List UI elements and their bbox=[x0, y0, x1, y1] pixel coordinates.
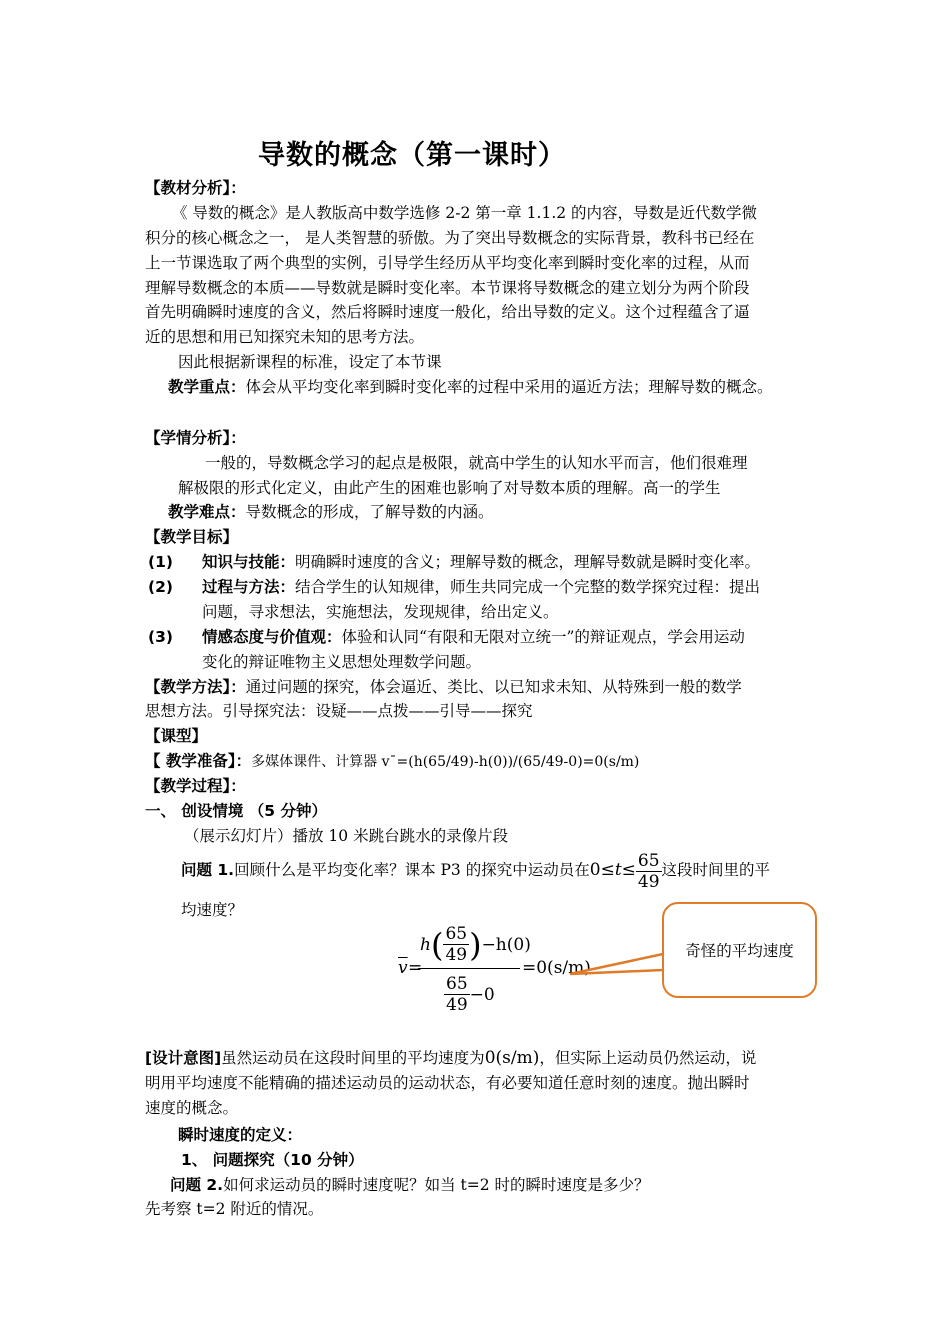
material-line-6: 近的思想和用已知探究未知的思考方法。 bbox=[145, 328, 425, 346]
goal-1-number: (1) bbox=[148, 553, 173, 571]
q1-text: 回顾什么是平均变化率？课本 P3 的探究中运动员在 bbox=[234, 861, 590, 879]
student-line-2: 解极限的形式化定义，由此产生的困难也影响了对导数本质的理解。高一的学生 bbox=[178, 479, 721, 497]
design-intent bbox=[145, 1046, 756, 1070]
question-1-line-2: 均速度？ bbox=[181, 901, 244, 919]
student-line-1: 一般的，导数概念学习的起点是极限，就高中学生的认知水平而言，他们很难理 bbox=[205, 454, 748, 472]
formula-h: h bbox=[420, 934, 431, 955]
formula-den-fraction bbox=[444, 974, 470, 1015]
formula-den-den: 49 bbox=[446, 995, 468, 1015]
material-line-2: 积分的核心概念之一， 是人类智慧的骄傲。为了突出导数概念的实际背景，教科书已经在 bbox=[145, 229, 755, 247]
goal-3-line-2: 变化的辩证唯物主义思想处理数学问题。 bbox=[202, 653, 482, 671]
formula-result: =0(s/m) bbox=[522, 958, 591, 978]
question-1 bbox=[181, 848, 770, 892]
focus-text: 体会从平均变化率到瞬时变化率的过程中采用的逼近方法；理解导数的概念。 bbox=[245, 378, 773, 396]
prep-label: 【 教学准备】： bbox=[145, 752, 252, 770]
q1-frac-den: 49 bbox=[637, 871, 660, 892]
q1-tail: 这段时间里的平 bbox=[661, 861, 771, 879]
q1-leq-1: ≤ bbox=[600, 860, 615, 880]
formula-inner-fraction bbox=[443, 924, 469, 965]
q2-label: 问题 2. bbox=[170, 1176, 224, 1194]
goal-1 bbox=[148, 550, 760, 574]
q1-leq-2: ≤ bbox=[621, 860, 636, 880]
q2-text: 如何求运动员的瞬时速度呢？如当 t=2 时的瞬时速度是多少？ bbox=[223, 1176, 650, 1194]
method-label: 【教学方法】： bbox=[145, 678, 246, 696]
standard-line: 因此根据新课程的标准，设定了本节课 bbox=[178, 353, 442, 371]
goal-2-number: (2) bbox=[148, 578, 173, 596]
goal-3-label: 情感态度与价值观： bbox=[202, 628, 342, 646]
step-1: 一、 创设情境 （5 分钟） bbox=[145, 802, 327, 820]
q1-fraction bbox=[636, 851, 662, 892]
student-heading: 【学情分析】： bbox=[145, 429, 246, 447]
goal-1-label: 知识与技能： bbox=[202, 553, 296, 571]
formula-main-bar bbox=[418, 968, 520, 969]
q1-frac-num: 65 bbox=[637, 850, 660, 871]
material-line-5: 首先明确瞬时速度的含义，然后将瞬时速度一般化，给出导数的定义。这个过程蕴含了逼 bbox=[145, 303, 750, 321]
formula-minus-h0: −h(0) bbox=[481, 934, 531, 955]
formula-inner-num: 65 bbox=[445, 924, 468, 944]
callout-pointer bbox=[560, 940, 670, 990]
lesson-type: 【课型】 bbox=[145, 727, 208, 745]
material-line-4: 理解导数概念的本质——导数就是瞬时变化率。本节课将导数概念的建立划分为两个阶段 bbox=[145, 279, 750, 297]
q1-zero: 0 bbox=[589, 860, 601, 880]
formula-numerator bbox=[420, 924, 531, 965]
method bbox=[145, 675, 742, 699]
goal-heading: 【教学目标】 bbox=[145, 528, 239, 546]
q1-t: t bbox=[614, 860, 622, 880]
goal-3 bbox=[148, 625, 745, 649]
teaching-difficulty bbox=[168, 500, 494, 524]
method-text: 通过问题的探究，体会逼近、类比、以已知求未知、从特殊到一般的数学 bbox=[245, 678, 742, 696]
goal-1-text: 明确瞬时速度的含义；理解导数的概念，理解导数就是瞬时变化率。 bbox=[295, 553, 761, 571]
process-heading: 【教学过程】： bbox=[145, 777, 246, 795]
callout-text: 奇怪的平均速度 bbox=[685, 942, 794, 960]
preparation bbox=[145, 749, 639, 774]
material-line-1: 《 导数的概念》是人教版高中数学选修 2-2 第一章 1.1.2 的内容，导数是近代数学微 bbox=[172, 204, 758, 222]
design-value: 0(s/m) bbox=[484, 1048, 540, 1068]
slide-line: （展示幻灯片）播放 10 米跳台跳水的录像片段 bbox=[184, 827, 509, 845]
instant-velocity-definition: 瞬时速度的定义： bbox=[178, 1126, 303, 1144]
formula-den-num: 65 bbox=[446, 974, 468, 994]
last-line: 先考察 t=2 附近的情况。 bbox=[145, 1200, 324, 1218]
goal-3-number: (3) bbox=[148, 628, 173, 646]
page-title: 导数的概念（第一课时） bbox=[258, 140, 566, 171]
formula-eq: = bbox=[408, 958, 423, 978]
design-label: [设计意图] bbox=[145, 1049, 222, 1067]
formula-minus-zero: −0 bbox=[469, 984, 495, 1005]
design-tail: ，但实际上运动员仍然运动，说 bbox=[539, 1049, 757, 1067]
callout-box bbox=[662, 902, 817, 998]
problem-explore: 1、 问题探究（10 分钟） bbox=[181, 1151, 364, 1169]
formula-paren-r: ) bbox=[469, 925, 482, 964]
design-line-2: 明用平均速度不能精确的描述运动员的运动状态，有必要知道任意时刻的速度。抛出瞬时 bbox=[145, 1074, 750, 1092]
goal-2-text: 结合学生的认知规律，师生共同完成一个完整的数学探究过程：提出 bbox=[295, 578, 761, 596]
formula-inner-den: 49 bbox=[445, 945, 468, 965]
material-line-3: 上一节课选取了两个典型的实例，引导学生经历从平均变化率到瞬时变化率的过程，从而 bbox=[145, 254, 750, 272]
goal-2-label: 过程与方法： bbox=[202, 578, 296, 596]
formula-denominator bbox=[444, 974, 495, 1015]
focus-label: 教学重点： bbox=[168, 378, 246, 396]
goal-3-text: 体验和认同“有限和无限对立统一”的辩证观点，学会用运动 bbox=[341, 628, 745, 646]
teaching-focus bbox=[168, 375, 773, 399]
difficulty-text: 导数概念的形成，了解导数的内涵。 bbox=[245, 503, 494, 521]
design-text: 虽然运动员在这段时间里的平均速度为 bbox=[221, 1049, 485, 1067]
difficulty-label: 教学难点： bbox=[168, 503, 246, 521]
prep-text: 多媒体课件、计算器 v¯=(h(65/49)-h(0))/(65/49-0)=0(s/m) bbox=[251, 754, 640, 770]
formula-paren-l: ( bbox=[430, 925, 444, 964]
formula-vbar: $\overline{v}$ bbox=[398, 958, 408, 978]
design-line-3: 速度的概念。 bbox=[145, 1099, 239, 1117]
question-2 bbox=[170, 1173, 650, 1197]
q1-label: 问题 1. bbox=[181, 861, 235, 879]
method-line-2: 思想方法。引导探究法：设疑——点拨——引导——探究 bbox=[145, 702, 533, 720]
material-heading: 【教材分析】： bbox=[145, 179, 246, 197]
goal-2-line-2: 问题，寻求想法，实施想法，发现规律，给出定义。 bbox=[202, 603, 559, 621]
goal-2 bbox=[148, 575, 760, 599]
